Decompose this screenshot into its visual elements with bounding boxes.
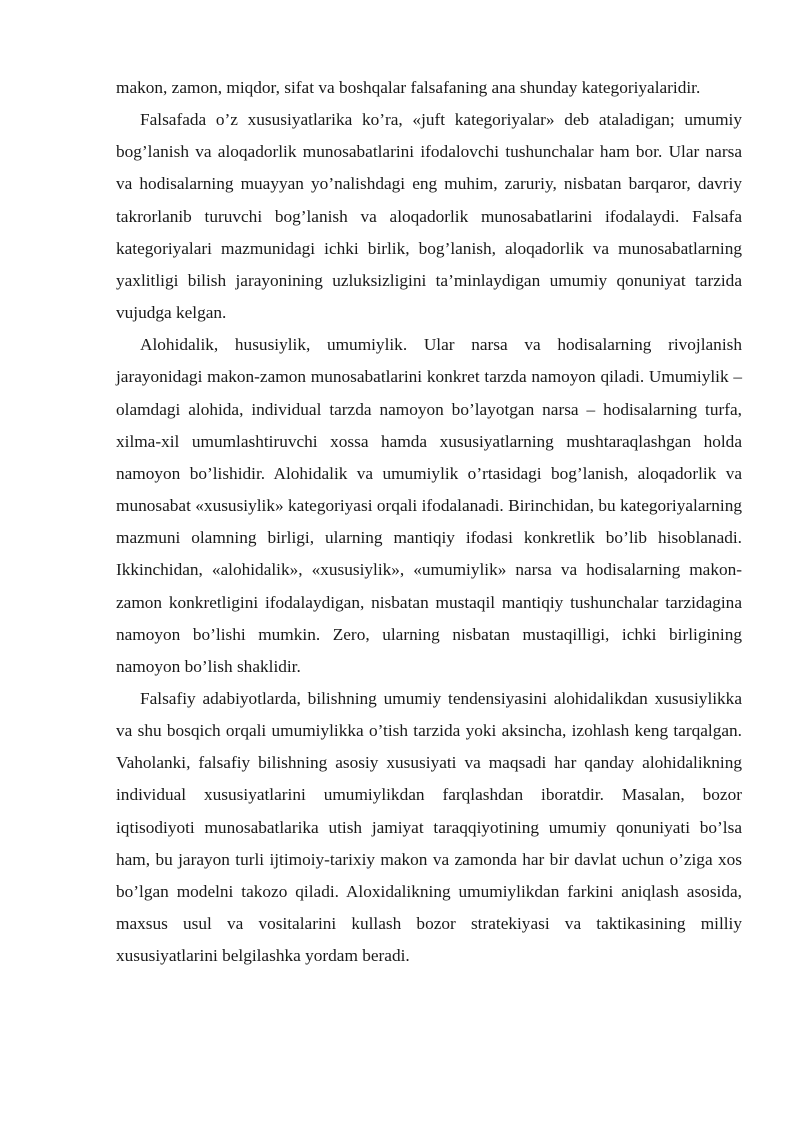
paragraph-paired-categories: Falsafada o’z xususiyatlarika ko’ra, «juft kategoriyalar» deb ataladigan; umumiy bog’lanish va aloqadorlik munosabatlarini ifodalovchi tushunchalar ham bor. Ular narsa va hodisalarning muayyan yo’nalishdagi eng muhim, zaruriy, nisbatan barqaror, davriy takrorlanib turuvchi bog’lanish va aloqadorlik munosabatlarini ifodalaydi. Falsafa kategoriyalari mazmunidagi ichki birlik, bog’lanish, aloqadorlik va munosabatlarning yaxlitligi bilish jarayonining uzluksizligini ta’minlaydigan umumiy qonuniyat tarzida vujudga kelgan.	[116, 110, 742, 323]
paragraph-philosophical-literature: Falsafiy adabiyotlarda, bilishning umumiy tendensiyasini alohidalikdan xususiylikka va shu bosqich orqali umumiylikka o’tish tarzida yoki aksincha, izohlash keng tarqalgan. Vaholanki, falsafiy bilishning asosiy xususiyati va maqsadi har qanday alohidalikning individual xususiyatlarini umumiylikdan farqlashdan iboratdir. Masalan, bozor iqtisodiyoti munosabatlarika utish jamiyat taraqqiyotining umumiy qonuniyati bo’lsa ham, bu jarayon turli ijtimoiy-tarixiy makon va zamonda har bir davlat uchun o’ziga xos bo’lgan modelni takozo qiladi. Aloxidalikning umumiylikdan farkini aniqlash asosida, maxsus usul va vositalarini kullash bozor stratekiyasi va taktikasining milliy xususiyatlarini belgilashka yordam beradi.	[116, 688, 742, 966]
paragraph-continuation: makon, zamon, miqdor, sifat va boshqalar falsafaning ana shunday kategoriyalaridir.	[116, 78, 701, 97]
paragraph-singular-particular-universal: Alohidalik, hususiylik, umumiylik. Ular narsa va hodisalarning rivojlanish jarayonidagi makon-zamon munosabatlarini konkret tarzda namoyon qiladi. Umumiylik – olamdagi alohida, individual tarzda namoyon bo’layotgan narsa – hodisalarning turfa, xilma-xil umumlashtiruvchi xossa hamda xususiyatlarning mushtaraqlashgan holda namoyon bo’lishidir. Alohidalik va umumiylik o’rtasidagi bog’lanish, aloqadorlik va munosabat «xususiylik» kategoriyasi orqali ifodalanadi. Birinchidan, bu kategoriyalarning mazmuni olamning birligi, ularning mantiqiy ifodasi konkretlik bo’lib hisoblanadi. Ikkinchidan, «alohidalik», «xususiylik», «umumiylik» narsa va hodisalarning makon-zamon konkretligini ifodalaydigan, nisbatan mustaqil mantiqiy tushunchalar tarzidagina namoyon bo’lishi mumkin. Zero, ularning nisbatan mustaqilligi, ichki birligining namoyon bo’lish shaklidir.	[116, 335, 742, 676]
body-text	[116, 72, 742, 972]
